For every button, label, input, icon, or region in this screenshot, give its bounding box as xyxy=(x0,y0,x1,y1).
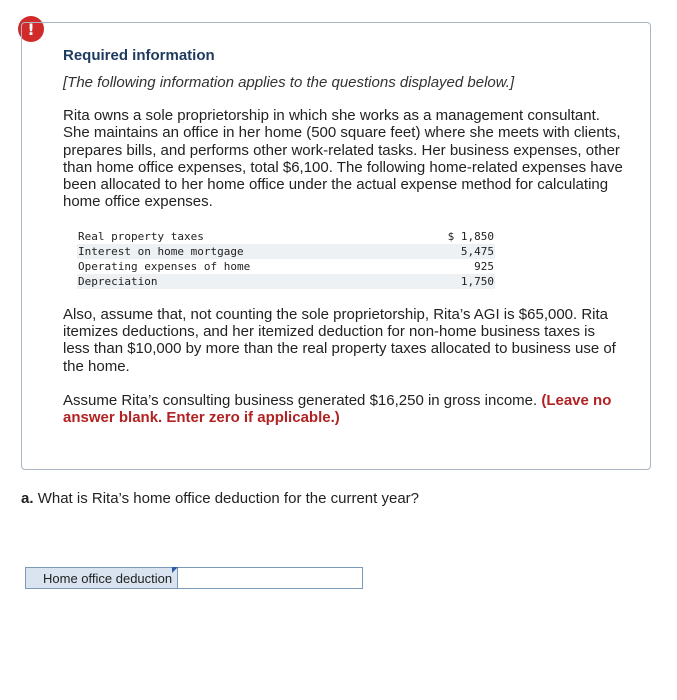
table-row xyxy=(77,244,495,259)
question-letter: a. xyxy=(21,490,34,507)
scenario-paragraph-3 xyxy=(63,392,623,427)
scenario-paragraph-2: Also, assume that, not counting the sole proprietorship, Rita’s AGI is $65,000. Rita itemizes deductions, and her itemized deduction for non-home business taxes is less than $10,000 by more than the real property taxes allocated to business use of the home. xyxy=(63,305,616,375)
table-row xyxy=(77,274,495,289)
question-a xyxy=(21,490,419,507)
required-information-note: [The following information applies to the questions displayed below.] xyxy=(63,74,515,91)
answer-label: Home office deduction xyxy=(26,568,177,588)
required-information-panel xyxy=(21,19,651,470)
required-information-title: Required information xyxy=(63,47,215,64)
expense-label: Operating expenses of home xyxy=(78,259,251,273)
expense-label: Depreciation xyxy=(78,274,158,288)
expense-label: Real property taxes xyxy=(78,229,204,243)
expense-amount: 1,750 xyxy=(460,274,494,288)
scenario-paragraph-1: Rita owns a sole proprietorship in which she works as a management consultant. She maintains an office in her home (500 square feet) where she meets with clients, prepares bills, and performs other work-related tasks. Her business expenses, other than home office expenses, total $6,100. The following home-related expenses have been allocated to her home office under the actual expense method for calculating home office expenses. xyxy=(63,107,623,211)
home-office-deduction-input[interactable] xyxy=(177,568,362,588)
expense-table xyxy=(77,229,495,289)
required-information-content xyxy=(63,47,623,427)
instruction-emphasis: (Leave no answer blank. Enter zero if applicable.) xyxy=(63,391,612,427)
answer-row xyxy=(25,567,363,589)
expense-amount: 925 xyxy=(474,259,494,273)
question-text: What is Rita’s home office deduction for the current year? xyxy=(37,490,419,507)
expense-amount: $ 1,850 xyxy=(447,229,494,243)
expense-label: Interest on home mortgage xyxy=(78,244,244,258)
expense-amount: 5,475 xyxy=(460,244,494,258)
table-row xyxy=(77,229,495,244)
gross-income-text: Assume Rita’s consulting business generated $16,250 in gross income. xyxy=(63,391,538,409)
table-row xyxy=(77,259,495,274)
exclamation-icon: ! xyxy=(27,19,35,39)
